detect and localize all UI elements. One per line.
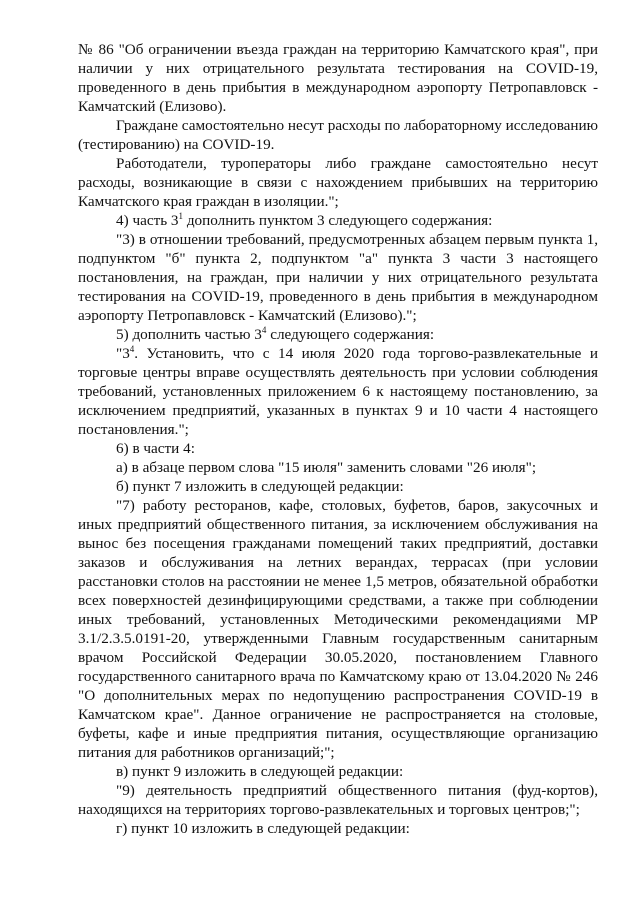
text-run: "9) деятельность предприятий общественного питания (фуд-кортов), находящихся на территориях торгово-развлекательных и торговых центров;"; xyxy=(78,782,598,818)
paragraph xyxy=(78,211,598,230)
text-run: "3) в отношении требований, предусмотренных абзацем первым пункта 1, подпунктом "б" пункта 2, подпунктом "а" пункта 3 части 3 настоящего постановления, на граждан, при наличии у них отрицательного результата тестирования на COVID-19, проведенного в день прибытия в международном аэропорту Петропавловск - Камчатский (Елизово)."; xyxy=(78,231,598,324)
superscript: 4 xyxy=(261,324,267,335)
paragraph xyxy=(78,477,598,496)
paragraph xyxy=(78,230,598,325)
paragraph xyxy=(78,40,598,116)
text-run: дополнить пунктом 3 следующего содержания: xyxy=(183,212,493,229)
text-run: б) пункт 7 изложить в следующей редакции: xyxy=(116,478,404,495)
text-run: а) в абзаце первом слова "15 июля" заменить словами "26 июля"; xyxy=(116,459,537,476)
paragraph xyxy=(78,458,598,477)
text-run: 4) часть 3 xyxy=(116,212,179,229)
superscript: 4 xyxy=(129,343,135,354)
paragraph xyxy=(78,325,598,344)
superscript: 1 xyxy=(178,210,184,221)
paragraph xyxy=(78,344,598,439)
text-run: Работодатели, туроператоры либо граждане самостоятельно несут расходы, возникающие в связи с нахождением прибывших на территорию Камчатского края граждан в изоляции."; xyxy=(78,155,598,210)
paragraph xyxy=(78,154,598,211)
text-run: следующего содержания: xyxy=(266,326,435,343)
text-run: . Установить, что с 14 июля 2020 года торгово-развлекательные и торговые центры вправе осуществлять деятельность при условии соблюдения требований, установленных приложением 6 к настоящему постановлению, за исключением предприятий, указанных в пунктах 9 и 10 части 4 настоящего постановления."; xyxy=(78,345,598,438)
document-page xyxy=(78,40,598,838)
text-run: № 86 "Об ограничении въезда граждан на территорию Камчатского края", при наличии у них отрицательного результата тестирования на COVID-19, проведенного в день прибытия в международном аэропорту Петропавловск - Камчатский (Елизово). xyxy=(78,41,598,115)
paragraph xyxy=(78,496,598,762)
text-run: г) пункт 10 изложить в следующей редакции: xyxy=(116,820,410,837)
text-run: Граждане самостоятельно несут расходы по лабораторному исследованию (тестированию) на COVID-19. xyxy=(78,117,599,153)
text-run: "3 xyxy=(116,345,130,362)
text-run: в) пункт 9 изложить в следующей редакции: xyxy=(116,763,404,780)
text-run: 6) в части 4: xyxy=(116,440,195,457)
paragraph xyxy=(78,116,598,154)
paragraph xyxy=(78,781,598,819)
paragraph xyxy=(78,439,598,458)
text-run: 5) дополнить частью 3 xyxy=(116,326,262,343)
text-run: "7) работу ресторанов, кафе, столовых, буфетов, баров, закусочных и иных предприятий общественного питания, за исключением обслуживания на вынос без посещения гражданами помещений таких предприятий, доставки заказов и обслуживания на летних верандах, террасах (при условии расстановки столов на расстоянии не менее 1,5 метров, обязательной обработки всех поверхностей дезинфицирующими средствами, а также при соблюдении иных требований, установленных Методическими рекомендациями МР 3.1/2.3.5.0191-20, утвержденными Главным государственным санитарным врачом Российской Федерации 30.05.2020, постановлением Главного государственного санитарного врача по Камчатскому краю от 13.04.2020 № 246 "О дополнительных мерах по недопущению распространения COVID-19 в Камчатском крае". Данное ограничение не распространяется на столовые, буфеты, кафе и иные предприятия питания, осуществляющие организацию питания для работников организаций;"; xyxy=(78,497,598,761)
paragraph xyxy=(78,762,598,781)
paragraph xyxy=(78,819,598,838)
